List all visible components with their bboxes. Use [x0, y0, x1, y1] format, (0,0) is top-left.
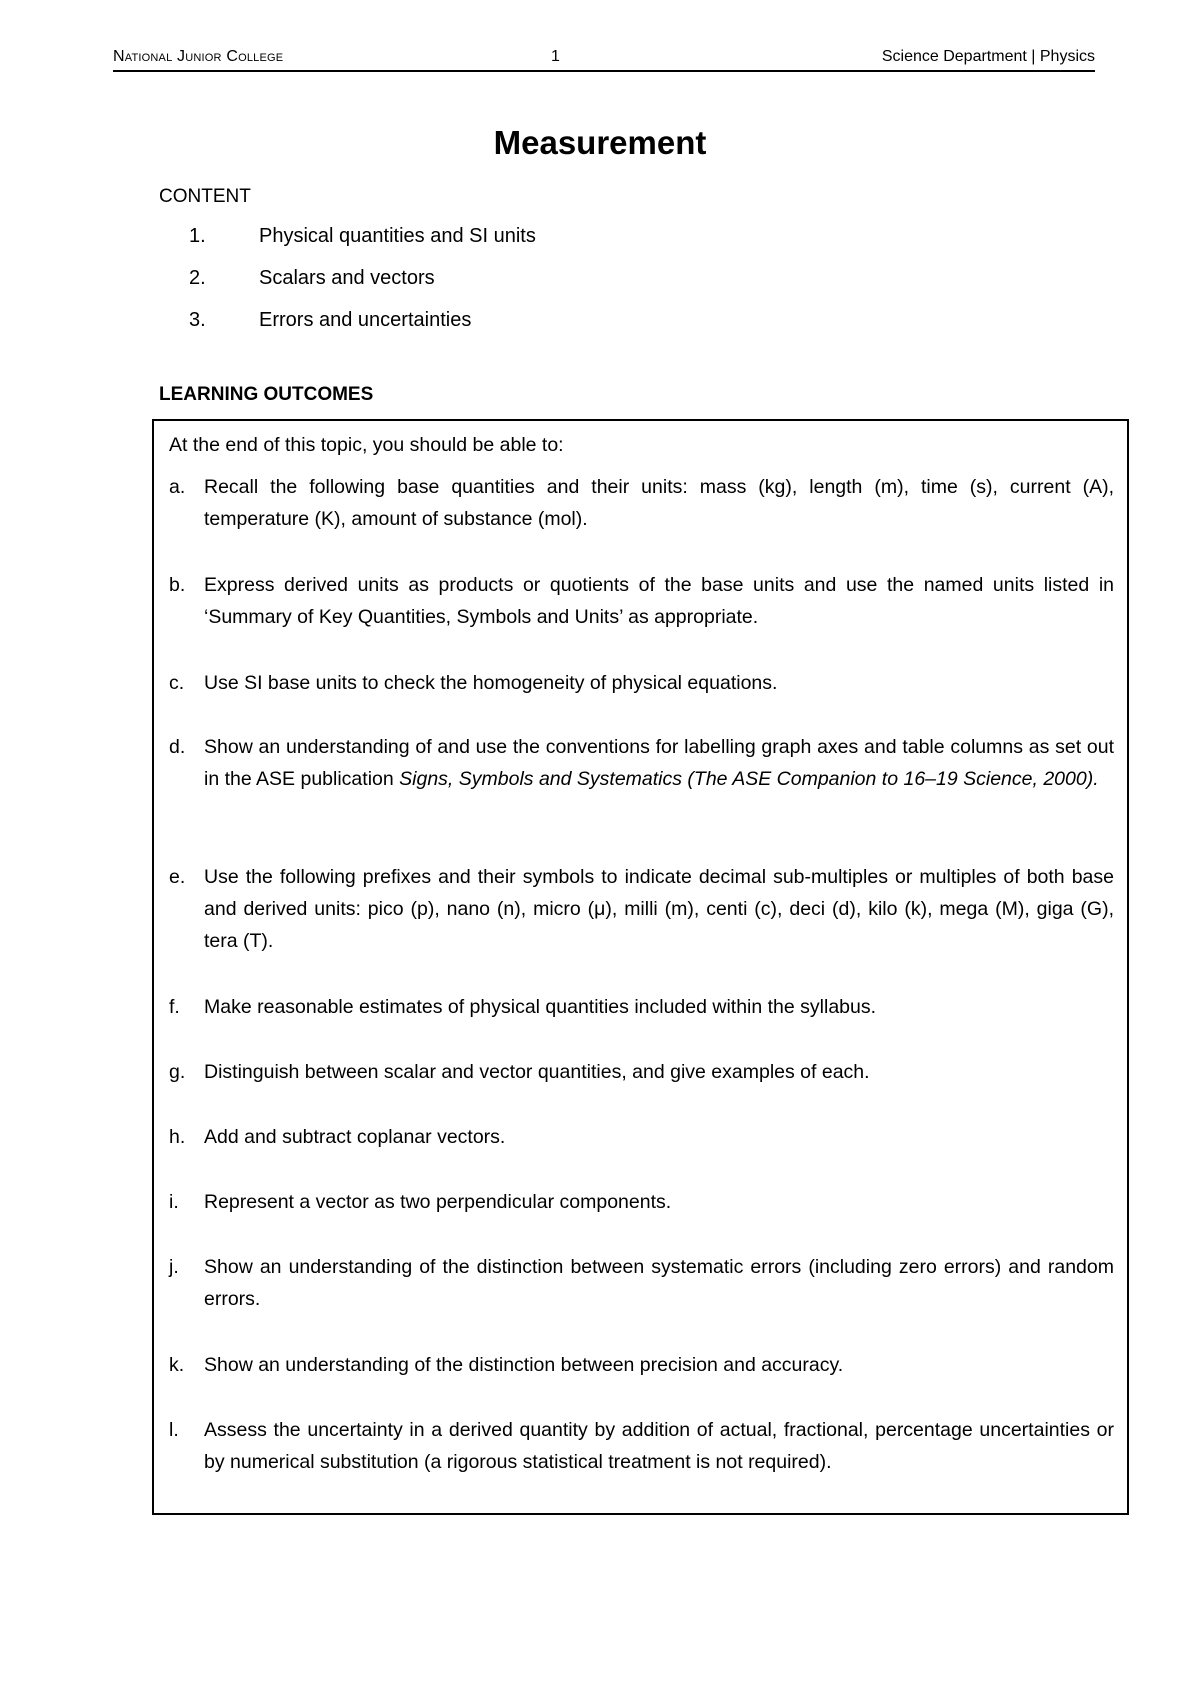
outcome-text: Use SI base units to check the homogeneity of physical equations.: [204, 672, 778, 694]
content-heading: CONTENT: [159, 186, 251, 207]
outcome-text: Show an understanding of the distinction between systematic errors (including zero errors) and random errors.: [204, 1256, 1114, 1310]
learning-outcomes-box: [152, 419, 1129, 1515]
outcome-text: Use the following prefixes and their symbols to indicate decimal sub-multiples or multiples of both base and derived units: pico (p), nano (n), micro (μ), milli (m), centi (c), deci (d), kilo (k), mega (M), giga (G), tera (T).: [204, 866, 1114, 952]
outcome-text: Distinguish between scalar and vector quantities, and give examples of each.: [204, 1061, 870, 1083]
outcome-text: Recall the following base quantities and their units: mass (kg), length (m), time (s), current (A), temperature (K), amount of substance (mol).: [204, 476, 1114, 530]
page-header: [113, 44, 1095, 72]
outcome-letter: a.: [169, 476, 186, 498]
outcome-text: Express derived units as products or quotients of the base units and use the named units listed in ‘Summary of Key Quantities, Symbols and Units’ as appropriate.: [204, 574, 1114, 628]
page-title: Measurement: [493, 124, 707, 161]
outcome-text: Show an understanding of the distinction between precision and accuracy.: [204, 1354, 844, 1376]
content-item-text: Physical quantities and SI units: [259, 225, 536, 247]
outcome-text: Make reasonable estimates of physical quantities included within the syllabus.: [204, 996, 877, 1018]
learning-outcomes-heading: LEARNING OUTCOMES: [159, 384, 374, 405]
outcome-letter: i.: [169, 1191, 179, 1213]
outcome-letter: k.: [169, 1354, 185, 1376]
content-item-number: 1.: [189, 225, 206, 247]
outcome-text-italic: Signs, Symbols and Systematics (The ASE Companion to 16–19 Science, 2000).: [399, 768, 1099, 790]
learning-outcomes-intro: At the end of this topic, you should be able to:: [169, 434, 564, 456]
outcome-text: Add and subtract coplanar vectors.: [204, 1126, 506, 1148]
outcome-letter: l.: [169, 1419, 179, 1441]
outcome-letter: g.: [169, 1061, 186, 1083]
outcome-letter: c.: [169, 672, 185, 694]
outcome-text: Assess the uncertainty in a derived quantity by addition of actual, fractional, percentage uncertainties or by numerical substitution (a rigorous statistical treatment is not required).: [204, 1419, 1114, 1473]
content-item-number: 2.: [189, 267, 206, 289]
content-item-text: Errors and uncertainties: [259, 309, 472, 331]
outcome-letter: h.: [169, 1126, 186, 1148]
header-page-number: 1: [551, 48, 560, 65]
outcome-letter: f.: [169, 996, 180, 1018]
header-department: Science Department | Physics: [881, 48, 1095, 65]
header-college-name: National Junior College: [113, 48, 284, 65]
outcome-letter: d.: [169, 736, 186, 758]
content-item-number: 3.: [189, 309, 206, 331]
outcome-letter: j.: [169, 1256, 179, 1278]
content-item-text: Scalars and vectors: [259, 267, 435, 289]
outcome-text-plain: Show an understanding of and use the conventions for labelling graph axes and table columns as set out in the ASE publication: [204, 736, 1114, 790]
outcome-letter: e.: [169, 866, 186, 888]
outcome-text: Represent a vector as two perpendicular components.: [204, 1191, 672, 1213]
outcome-text: [204, 731, 1114, 795]
outcome-letter: b.: [169, 574, 186, 596]
